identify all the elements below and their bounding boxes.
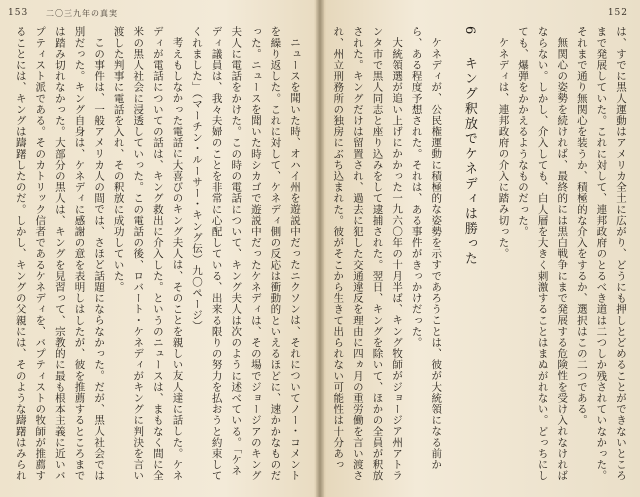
running-title: 二〇三九年の真実 [46,9,118,18]
page-number: 152 [607,8,628,18]
page-body [12,26,304,483]
section-heading [459,26,479,483]
paragraph: は、すでに黒人運動はアメリカ全土に広がり、どうにも押しとどめることができないところまで発展していた。これに対して、連邦政府のとるべき道は二つしか残されていなかった。それまで通り無関心を装うか、積極的な介入をするか、選択はこの二つである。 [575,26,627,482]
left-page [0,0,318,497]
paragraph: この事件は、一般アメリカ人の間では、さほど話題にならなかった。だが、黒人社会では別だった。キング自身は、ケネディに感謝の意を表明しはしたが、彼を推薦するところまでは踏み切れなかった。大部分の黒人は、キングを見習って、宗教的に最も根本主義に近いバプティスト派である。そのカトリック信者であるケネディを、バプティストの牧師が推薦することには、キングは躊躇したのだ。しかし、キングの父親には、そのような躊躇はみられ [14,26,106,482]
page-number: 153 [8,8,29,18]
paragraph: ケネディは、連邦政府の介入に踏み切った。 [497,36,510,259]
paragraph: 無関心の姿勢を続ければ、最終的には黒白戦争にまで発展する危険性を受け入れなければならない。しかし、介入しても、白人層を大きく刺激することはまぬがれない。どっちにしても、爆弾をかかえるようなものだった。 [517,26,569,482]
paragraph: 考えもしなかった電話に大喜びのキング夫人は、そのことを親しい友人達に話した。ケネディが電話についての話は、キング救出に介入した。というのニュースは、まもなく間に全米の黒人社会に浸透していった。この電話の後、ロバート・ケネディがキングに判決を言い渡した判事に電話を入れ、その釈放に成功していた。 [112,26,184,482]
page-body [332,26,630,483]
paragraph: 大統領選が追い上げにかかった一九六〇年の十月半ば、キング牧師がジョージア州アトランタ市で黒人同志と座り込みをして逮捕された。翌日、キングを除いて、ほかの全員が釈放された。キングだけは留置され、過去に犯した交通違反を理由に四ヵ月の重労働を言い渡され、州立刑務所の独房にぶち込まれた。彼がそこから生きて出られない可能性は十分あっ [332,26,404,482]
paragraph: ニュースを聞いた時、オハイ州を遊説中だったニクソンは、それについてノー・コメントを繰り返した。これに対して、ケネディ側の反応は衝動的といえるほどに、速かかなものだった。ニュースを聞いた時シカゴで遊説中だったケネディは、その場でジョージアのキング夫人に電話をかけた。この時の電話について、キング夫人は次のように述べている。「ケネディ議員は、我々夫婦のことを非常に心配している、出来る限りの努力を払おうと約束してくれました」（マーチン・ルーサー・キング伝）九〇ページ） [191,26,301,482]
right-page [322,0,640,497]
section-number: 6 [461,26,477,37]
paragraph: ケネディが、公民権運動に積極的な姿勢を示すであろうことは、彼が大統領になる前から、ある程度予想された。それは、ある事件がきっかけだった。 [410,26,443,470]
section-title: キング釈放でケネディは勝った [461,56,477,267]
